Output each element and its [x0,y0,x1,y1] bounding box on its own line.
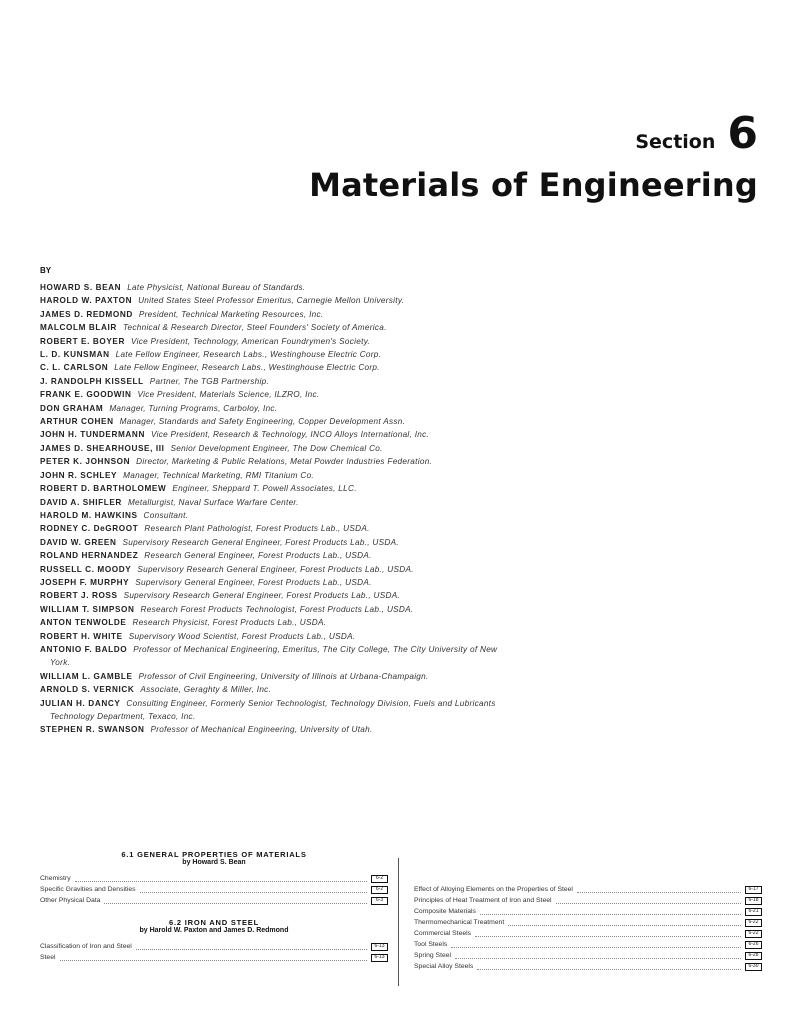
toc-section-author: by Harold W. Paxton and James D. Redmond [139,927,289,934]
contributor-item [40,469,510,482]
contributor-name: ROBERT D. BARTHOLOMEW [40,484,167,494]
contributor-item [40,723,510,736]
contributor-affiliation: Supervisory Wood Scientist, Forest Products Lab., USDA. [128,631,356,641]
section-heading [309,108,758,204]
toc-page-number: 6-2 [371,875,388,883]
contributor-affiliation: Consulting Engineer, Formerly Senior Technologist, Technology Division, Fuels and Lubricants Technology Department, Texaco, Inc. [50,698,496,721]
contributor-item [40,375,510,388]
toc-leader [455,952,741,959]
contributor-item [40,348,510,361]
contributor-affiliation: United States Steel Professor Emeritus, Carnegie Mellon University. [138,296,405,306]
toc-entry-text: Specific Gravities and Densities [40,886,136,893]
contributor-item [40,509,510,522]
contributor-name: FRANK E. GOODWIN [40,390,132,400]
contributor-item [40,603,510,616]
toc-leader [477,963,741,970]
toc-page-number: 6-21 [745,908,762,916]
contributor-affiliation: Metallurgist, Naval Surface Warfare Center. [127,497,299,507]
contributor-item [40,308,510,321]
contributor-item [40,415,510,428]
toc-entry-text: Special Alloy Steels [414,963,474,970]
contributor-item [40,442,510,455]
contributor-item [40,482,510,495]
toc-entry [40,952,388,963]
contributor-name: JOHN H. TUNDERMANN [40,430,145,440]
contributor-name: DAVID W. GREEN [40,537,117,547]
contributor-affiliation: Engineer, Sheppard T. Powell Associates, LLC. [172,484,357,494]
toc-page-number: 6-17 [745,886,762,894]
table-of-contents [40,850,762,990]
contributor-affiliation: Supervisory Research General Engineer, Forest Products Lab., USDA. [123,591,401,601]
contributor-item [40,536,510,549]
toc-divider [398,858,399,986]
toc-entry [414,928,762,939]
toc-entry-text: Classification of Iron and Steel [40,943,132,950]
toc-entry [414,884,762,895]
contributor-name: J. RANDOLPH KISSELL [40,376,144,386]
toc-section-title: 6.1 GENERAL PROPERTIES OF MATERIALS [121,850,307,859]
contributor-name: JAMES D. REDMOND [40,309,133,319]
contributor-item [40,643,510,670]
toc-section [40,850,388,906]
contributors-header: BY [40,266,52,275]
toc-entry-text: Principles of Heat Treatment of Iron and Steel [414,897,552,904]
contributor-item [40,388,510,401]
contributor-affiliation: Late Physicist, National Bureau of Standards. [127,283,306,292]
contributor-name: STEPHEN R. SWANSON [40,725,145,735]
contributor-item [40,576,510,589]
contributor-name: L. D. KUNSMAN [40,350,110,360]
contributor-affiliation: Late Fellow Engineer, Research Labs., Westinghouse Electric Corp. [115,350,382,360]
toc-page-number: 6-22 [745,930,762,938]
toc-leader [136,943,367,950]
toc-entry [414,950,762,961]
contributor-affiliation: Partner, The TGB Partnership. [149,376,270,386]
toc-page-number: 6-3 [371,897,388,905]
contributor-name: RODNEY C. DeGROOT [40,524,139,534]
contributor-name: C. L. CARLSON [40,363,109,373]
toc-entry [40,895,388,906]
section-number: 6 [727,108,758,159]
contributor-affiliation: Manager, Turning Programs, Carboloy, Inc. [109,403,278,413]
toc-entry [40,941,388,952]
contributor-item [40,335,510,348]
contributor-affiliation: Supervisory General Engineer, Forest Products Lab., USDA. [135,577,372,587]
contributor-affiliation: Associate, Geraghty & Miller, Inc. [140,685,272,695]
contributor-item [40,281,510,294]
toc-leader [140,886,367,893]
contributor-affiliation: Professor of Mechanical Engineering, Emeritus, The City College, The City University of New York. [50,644,498,668]
contributor-name: PETER K. JOHNSON [40,457,131,467]
contributor-name: JOHN R. SCHLEY [40,470,118,480]
toc-entry-text: Composite Materials [414,908,476,915]
section-label: Section [635,131,716,153]
contributor-name: JOSEPH F. MURPHY [40,577,130,587]
contributor-affiliation: Late Fellow Engineer, Research Labs., Westinghouse Electric Corp. [114,363,380,373]
contributor-name: HAROLD M. HAWKINS [40,510,138,520]
toc-leader [577,886,741,893]
contributor-item [40,361,510,374]
contributor-item [40,670,510,683]
toc-page-number: 6-28 [745,952,762,960]
toc-entry-text: Thermomechanical Treatment [414,919,505,926]
contributor-affiliation: Consultant. [143,510,189,520]
toc-entry [414,895,762,906]
toc-leader [75,875,367,882]
contributor-name: ROLAND HERNANDEZ [40,551,139,561]
contributor-name: WILLIAM T. SIMPSON [40,604,135,614]
contributor-affiliation: Director, Marketing & Public Relations, Metal Powder Industries Federation. [136,457,433,467]
toc-right-column [414,884,762,972]
contributor-name: ROBERT H. WHITE [40,631,123,641]
contributor-item [40,428,510,441]
toc-leader [104,897,367,904]
toc-entry-text: Spring Steel [414,952,452,959]
contributor-item [40,630,510,643]
toc-entry [414,961,762,972]
contributor-item [40,294,510,307]
contributor-affiliation: Vice President, Technology, American Foundrymen's Society. [130,336,371,346]
contributor-name: ARTHUR COHEN [40,417,114,427]
toc-entry-text: Tool Steels [414,941,448,948]
contributor-name: ARNOLD S. VERNICK [40,685,135,695]
toc-page-number: 6-18 [745,897,762,905]
contributor-affiliation: Professor of Mechanical Engineering, University of Utah. [150,725,373,735]
section-line [309,108,758,159]
contributor-item [40,402,510,415]
contributor-item [40,683,510,696]
section-title: Materials of Engineering [309,166,758,204]
contributor-item [40,589,510,602]
contributor-affiliation: Manager, Technical Marketing, RMI Titanium Co. [123,470,315,480]
contributor-name: ANTON TENWOLDE [40,618,127,628]
toc-entry-text: Other Physical Data [40,897,101,904]
toc-page-number: 6-13 [371,954,388,962]
contributor-name: HOWARD S. BEAN [40,283,122,292]
toc-page-number: 6-30 [745,963,762,971]
contributor-name: ANTONIO F. BALDO [40,644,128,654]
toc-entry [414,939,762,950]
contributor-item [40,697,510,724]
contributor-affiliation: Manager, Standards and Safety Engineering, Copper Development Assn. [119,417,406,427]
contributor-name: HAROLD W. PAXTON [40,296,133,306]
toc-leader [480,908,741,915]
contributor-item [40,522,510,535]
contributor-affiliation: Research Forest Products Technologist, Forest Products Lab., USDA. [140,604,414,614]
toc-entry [40,884,388,895]
contributor-name: MALCOLM BLAIR [40,323,117,333]
contributor-item [40,321,510,334]
contributor-name: WILLIAM L. GAMBLE [40,671,133,681]
contributor-item [40,563,510,576]
toc-page-number: 6-2 [371,886,388,894]
contributor-affiliation: Senior Development Engineer, The Dow Chemical Co. [170,443,383,453]
toc-entry-text: Effect of Alloying Elements on the Properties of Steel [414,886,573,893]
toc-section-title: 6.2 IRON AND STEEL [169,918,259,927]
contributor-affiliation: Technical & Research Director, Steel Founders' Society of America. [122,323,387,333]
toc-entry [414,906,762,917]
toc-left-column [40,850,388,963]
contributor-affiliation: Vice President, Materials Science, ILZRO, Inc. [137,390,320,400]
contributors-list [40,281,510,737]
contributor-name: ROBERT E. BOYER [40,336,125,346]
contributor-affiliation: Supervisory Research General Engineer, Forest Products Lab., USDA. [122,537,399,547]
toc-entry [40,873,388,884]
contributor-item [40,616,510,629]
toc-entry-text: Chemistry [40,875,71,882]
toc-leader [556,897,741,904]
toc-entry-text: Commercial Steels [414,930,472,937]
contributor-affiliation: Research Physicist, Forest Products Lab., USDA. [132,618,327,628]
toc-leader [451,941,741,948]
toc-page-number: 6-22 [745,919,762,927]
contributor-item [40,455,510,468]
contributor-affiliation: Research General Engineer, Forest Products Lab., USDA. [144,551,372,561]
toc-page-number: 6-13 [371,943,388,951]
contributor-affiliation: Vice President, Research & Technology, INCO Alloys International, Inc. [150,430,430,440]
toc-entry [414,917,762,928]
contributor-name: ROBERT J. ROSS [40,591,118,601]
toc-page-number: 6-26 [745,941,762,949]
contributor-item [40,496,510,509]
contributor-name: RUSSELL C. MOODY [40,564,132,574]
contributor-name: DON GRAHAM [40,403,104,413]
contributor-affiliation: President, Technical Marketing Resources, Inc. [138,309,324,319]
toc-leader [508,919,741,926]
toc-leader [475,930,741,937]
toc-section [40,918,388,963]
contributor-affiliation: Research Plant Pathologist, Forest Products Lab., USDA. [144,524,370,534]
toc-leader [60,954,368,961]
contributor-affiliation: Professor of Civil Engineering, University of Illinois at Urbana-Champaign. [138,671,429,681]
contributor-name: JAMES D. SHEARHOUSE, III [40,443,165,453]
contributor-name: JULIAN H. DANCY [40,698,121,708]
contributors-block [40,266,510,737]
toc-section-author: by Howard S. Bean [182,859,246,866]
contributor-affiliation: Supervisory Research General Engineer, Forest Products Lab., USDA. [137,564,414,574]
toc-entry-text: Steel [40,954,56,961]
contributor-name: DAVID A. SHIFLER [40,497,122,507]
contributor-item [40,549,510,562]
